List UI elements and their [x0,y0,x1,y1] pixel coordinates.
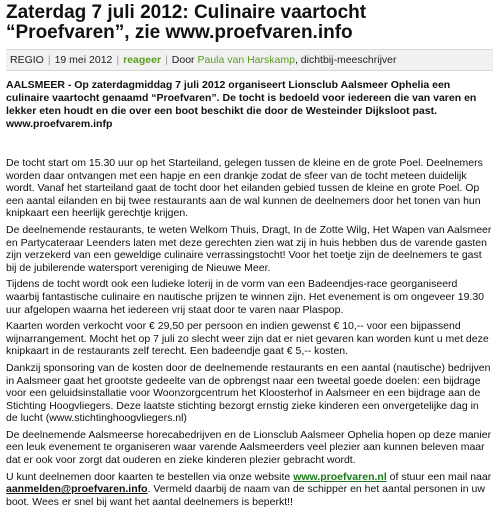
paragraph-7-text-a: U kunt deelnemen door kaarten te bestellen via onze website [6,470,294,483]
website-link[interactable]: www.proefvaren.nl [293,470,387,483]
article-title [6,0,493,43]
meta-separator: | [116,54,120,66]
author-link[interactable]: Paula van Harskamp [197,54,295,66]
publish-date: 19 mei 2012 [54,54,113,66]
react-link[interactable]: reageer [123,54,162,66]
paragraph-2: De deelnemende restaurants, te weten Welkom Thuis, Dragt, In de Zotte Wilg, Het Wapen van Aalsmeer en Partycateraar Leenders laten met deze gerechten zien wat zij in huis hebben dus de varende gasten zijn verzekerd van een geweldige culinaire verrassingstocht! Voor het toetje zijn de deelnemers te gast bij de jubilerende watersport vereniging de Nieuwe Meer. [6,223,492,274]
article-title-line-1: Zaterdag 7 juli 2012: Culinaire vaartocht [6,2,367,23]
paragraph-7-text-c: . Vermeld daarbij de naam van de schipper en het aantal personen in uw boot. Wees er snel bij want het aantal deelnemers is beperkt!! [6,483,485,508]
article-body [6,157,493,508]
article-intro: AALSMEER - Op zaterdagmiddag 7 juli 2012 organiseert Lionsclub Aalsmeer Ophelia een culinaire vaartocht genaamd “Proefvaren”. De tocht is bedoeld voor iedereen die van varen en lekker eten houdt en die over een boot beschikt die door de Westeinder Dijksloot past. www.proefvarem.infp [6,79,477,130]
article-title-line-2: “Proefvaren”, zie www.proefvaren.info [6,22,353,43]
paragraph-5: Dankzij sponsoring van de kosten door de deelnemende restaurants en een aantal (nautische) bedrijven in Aalsmeer gaat het grootste gedeelte van de opbrengst naar een tweetal goede doelen: een bijdrage voor een geluidsinstallatie voor Woonzorgcentrum het Kloosterhof in Aalsmeer en een bijdrage aan de Stichting Hoogvliegers. Deze laatste stichting bezorgt ernstig zieke kinderen een onvergetelijke dag in de lucht (www.stichtinghoogvliegers.nl) [6,361,491,425]
article-meta-bar [6,49,493,71]
author-prefix: Door [171,54,195,66]
paragraph-4: Kaarten worden verkocht voor € 29,50 per persoon en indien gewenst € 10,-- voor een bijpassend wijnarrangement. Mocht het op 7 juli zo slecht weer zijn dat er niet gevaren kan worden kunt u met deze knipkaart in de restaurants zelf terecht. Een badeendje gaat € 5,-- kosten. [6,320,489,358]
paragraph-1: De tocht start om 15.30 uur op het Starteiland, gelegen tussen de kleine en de grote Poel. Deelnemers worden daar ontvangen met een hapje en een drankje zodat de sfeer van de tocht meteen duidelijk wordt. Vanaf het starteiland gaat de tocht door het eilanden gebied tussen de kleine en grote Poel. Op een aantal eilanden en bij twee restaurants aan de wal kunnen de deelnemers door het tonen van hun knipkaart een heerlijk gerechtje krijgen. [6,157,483,220]
meta-separator: | [47,54,51,66]
paragraph-3: Tijdens de tocht wordt ook een ludieke loterij in de vorm van een Badeendjes-race georganiseerd waarbij fantastische culinaire en nautische prijzen te winnen zijn. Het evenement is om ongeveer 19.30 uur afgelopen waarna het iedereen vrij staat door te varen naar Plaspop. [6,278,485,316]
paragraph-7-text-b: of stuur een mail naar [386,470,492,483]
category-label: REGIO [10,54,44,66]
email-link[interactable]: aanmelden@proefvaren.info [6,483,148,496]
paragraph-7 [6,471,493,509]
paragraph-6: De deelnemende Aalsmeerse horecabedrijven en de Lionsclub Aalsmeer Ophelia hopen op deze manier een leuk evenement te organiseren waar varende Aalsmeerders veel plezier aan kunnen beleven maar dat er ook voor zorgt dat ouderen en zieke kinderen plezier gebracht wordt. [6,428,492,467]
meta-separator: | [165,54,168,66]
author-role: , dichtbij-meeschrijver [294,54,397,66]
